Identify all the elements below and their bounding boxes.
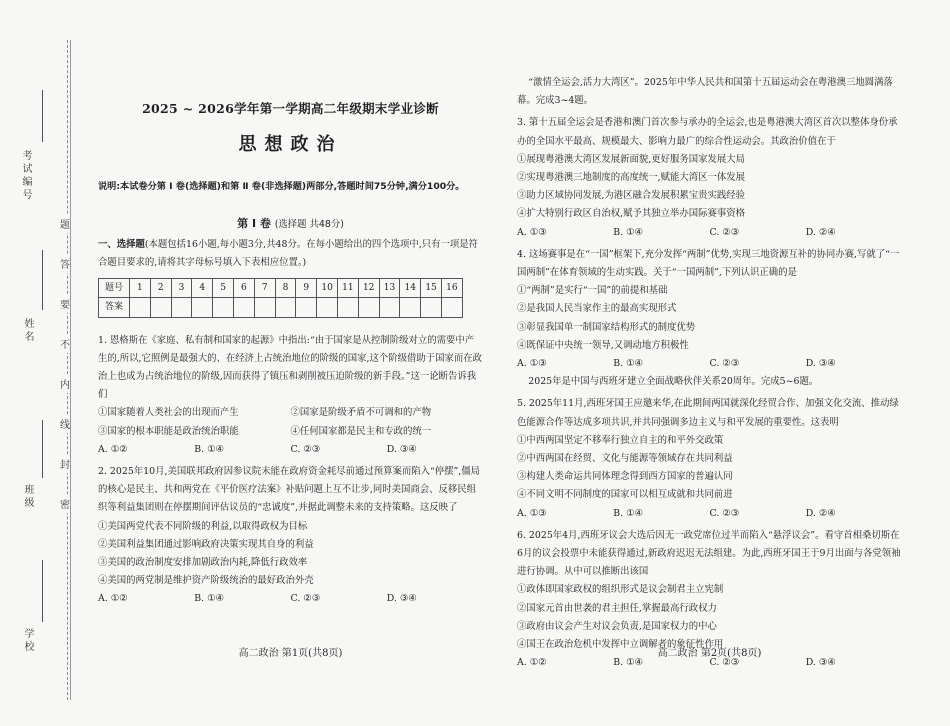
part-title [98, 215, 483, 234]
table-number-cell: 5 [213, 279, 234, 298]
table-number-cell: 3 [171, 279, 192, 298]
option-d: D. ③④ [386, 593, 417, 605]
option-a: A. ①③ [517, 507, 547, 519]
name-line [42, 250, 43, 310]
option-c: C. ②③ [709, 657, 740, 669]
option-b: B. ①④ [613, 226, 643, 238]
question-stem: 3. 第十五届全运会是香港和澳门首次参与承办的全运会,也是粤港澳大湾区首次以整体身份承办的全国水平最高、规模最大、影响力最广的综合性运动会。其政治价值在于 [517, 117, 898, 147]
statement-row [98, 423, 483, 441]
school-label: 学校 [22, 628, 33, 654]
question-5 [517, 395, 902, 522]
statement: ③国家的根本职能是政治统治职能 [98, 425, 239, 437]
answer-cell[interactable] [296, 298, 317, 317]
statement: ③构建人类命运共同体理念得到西方国家的普遍认同 [517, 471, 733, 483]
subject-title: 思想政治 [238, 134, 343, 156]
answer-cell[interactable] [379, 298, 400, 317]
seal-char: 内 [60, 374, 70, 393]
table-number-cell: 8 [275, 279, 296, 298]
option-b: B. ①④ [194, 443, 224, 455]
part-title-sub: (选择题 共48分) [274, 218, 344, 230]
exam-number-line [42, 90, 43, 142]
exam-number-label: 考试编号 [20, 150, 31, 202]
question-3 [517, 114, 902, 241]
option-a: A. ①③ [517, 226, 547, 238]
statement: ②中西两国在经贸、文化与能源等领域存在共同利益 [517, 453, 733, 465]
statement: ④扩大特别行政区自治权,赋予其独立举办国际赛事资格 [517, 208, 745, 220]
statement-row [98, 404, 483, 422]
question-stem: 4. 这场赛事是在“一国”框架下,充分发挥“两制”优势,实现三地资源互补的协同办赛,写就了“一国两制”在体育领域的生动实践。关于“一国两制”,下列认识正确的是 [517, 248, 900, 279]
options-row [517, 505, 902, 523]
question-stem: 1. 恩格斯在《家庭、私有制和国家的起源》中指出:“由于国家是从控制阶级对立的需要中产生的,所以,它照例是最强大的、在经济上占统治地位的阶级的国家,这个阶级借助于国家而在政治上也成为占统治地位的阶级,因而获得了镇压和剥削被压迫阶级的新手段。”这一论断告诉我们 [98, 334, 482, 401]
answer-cell[interactable] [213, 298, 234, 317]
answer-cell[interactable] [150, 298, 171, 317]
question-stem: 2. 2025年10月,美国联邦政府因参议院未能在政府资金耗尽前通过预算案而陷入“停摆”,僵局的核心是民主、共和两党在《平价医疗法案》补贴问题上互不让步,同时美国商会、反移民组织等利益集团则在停摆期间评估议员的“忠诚度”,并据此调整未来的支持策略。这反映了 [98, 466, 481, 514]
option-c: C. ②③ [709, 358, 740, 370]
option-d: D. ②④ [805, 507, 836, 519]
table-number-cell: 2 [150, 279, 171, 298]
section-heading [98, 236, 483, 272]
option-d: D. ②④ [805, 226, 836, 238]
table-number-cell: 1 [130, 279, 151, 298]
class-label: 班级 [22, 484, 33, 510]
statement: ①政体即国家政权的组织形式是议会制君主立宪制 [517, 584, 724, 596]
answer-table-answer-row [99, 298, 463, 317]
statement: ③政府由议会产生对议会负责,是国家权力的中心 [517, 620, 717, 632]
table-number-cell: 16 [441, 279, 462, 298]
seal-char: 封 [60, 454, 70, 473]
answer-cell[interactable] [130, 298, 151, 317]
statement: ①“两制”是实行“一国”的前提和基础 [517, 285, 668, 297]
option-a: A. ①③ [517, 358, 547, 370]
option-c: C. ②③ [709, 507, 740, 519]
statement: ②实现粤港澳三地制度的高度统一,赋能大湾区一体发展 [517, 172, 745, 184]
statement: ①中西两国坚定不移奉行独立自主的和平外交政策 [517, 434, 724, 446]
option-c: C. ②③ [290, 443, 321, 455]
answer-cell[interactable] [358, 298, 379, 317]
answer-cell[interactable] [275, 298, 296, 317]
answer-cell[interactable] [317, 298, 338, 317]
page-2-column [517, 74, 902, 673]
seal-char: 线 [60, 414, 70, 433]
table-number-cell: 15 [421, 279, 442, 298]
answer-cell[interactable] [233, 298, 254, 317]
table-number-cell: 9 [296, 279, 317, 298]
answer-cell[interactable] [171, 298, 192, 317]
school-line [42, 560, 43, 622]
statement: ④国王在政治危机中发挥中立调解者的象征性作用 [517, 639, 724, 651]
table-number-cell: 11 [337, 279, 358, 298]
option-b: B. ①④ [613, 358, 643, 370]
instructions: 说明:本试卷分第 Ⅰ 卷(选择题)和第 Ⅱ 卷(非选择题)两部分,答题时间75分钟,满分100分。 [98, 181, 465, 193]
answer-cell[interactable] [441, 298, 462, 317]
question-2 [98, 463, 483, 609]
question-1 [98, 332, 483, 459]
answer-table [98, 278, 463, 317]
option-b: B. ①④ [613, 507, 643, 519]
section-heading-bold: 一、选择题 [98, 238, 145, 250]
context-intro: “激情全运会,活力大湾区”。2025年中华人民共和国第十五届运动会在粤港澳三地圆满落幕。完成3~4题。 [517, 77, 893, 107]
options-row [517, 224, 902, 242]
option-c: C. ②③ [290, 593, 321, 605]
statement: ①展现粤港澳大湾区发展新面貌,更好服务国家发展大局 [517, 153, 745, 165]
table-number-cell: 12 [358, 279, 379, 298]
option-a: A. ①② [98, 443, 128, 455]
option-b: B. ①④ [194, 593, 224, 605]
statement: ④美国的两党制是维护资产阶级统治的最好政治外壳 [98, 575, 314, 587]
answer-cell[interactable] [337, 298, 358, 317]
statement: ①美国两党代表不同阶级的利益,以取得政权为目标 [98, 520, 308, 532]
option-a: A. ①② [98, 593, 128, 605]
statement: ②是我国人民当家作主的最高实现形式 [517, 303, 677, 315]
statement: ④不同文明不同制度的国家可以相互成就和共同前进 [517, 489, 733, 501]
part-title-main: 第 Ⅰ 卷 [237, 216, 271, 230]
statement: ②国家是阶级矛盾不可调和的产物 [290, 407, 432, 419]
page-1-footer: 高二政治 第1页(共8页) [238, 648, 343, 659]
option-d: D. ③④ [386, 443, 417, 455]
page-2-footer: 高二政治 第2页(共8页) [657, 648, 762, 659]
seal-char: 题 [60, 214, 70, 233]
statement: ④既保证中央统一领导,又调动地方积极性 [517, 339, 689, 351]
answer-cell[interactable] [254, 298, 275, 317]
option-a: A. ①② [517, 657, 547, 669]
option-d: D. ③④ [805, 657, 836, 669]
table-number-cell: 4 [192, 279, 213, 298]
options-row [517, 355, 902, 373]
statement: ③助力区域协同发展,为港区融合发展积累宝贵实践经验 [517, 190, 745, 202]
answer-cell[interactable] [192, 298, 213, 317]
seal-line-solid [70, 40, 71, 700]
seal-char: 不 [60, 334, 70, 353]
statement: ①国家随着人类社会的出现而产生 [98, 407, 239, 419]
options-row [98, 590, 483, 608]
seal-char: 要 [60, 294, 70, 313]
page-1-column [98, 70, 483, 609]
answer-table-number-row [99, 279, 463, 298]
statement: ②美国利益集团通过影响政府决策实现其自身的利益 [98, 538, 314, 550]
exam-title: 2025 ~ 2026学年第一学期高二年级期末学业诊断 [142, 101, 439, 116]
table-number-cell: 10 [317, 279, 338, 298]
question-stem: 6. 2025年4月,西班牙议会大选后因无一政党席位过半而陷入“悬浮议会”。看守首相桑切斯在6月的议会投票中未能获得通过,新政府迟迟无法组建。为此,西班牙国王于9月出面与各党领袖进行协调。从中可以推断出该国 [517, 529, 901, 578]
statement: ③美国的政治制度安排加剧政治内耗,降低行政效率 [98, 557, 308, 569]
section-heading-text: (本题包括16小题,每小题3分,共48分。在每小题给出的四个选项中,只有一项是符合题目要求的,请将其字母标号填入下表相应位置。) [98, 238, 478, 269]
class-line [42, 420, 43, 478]
name-label: 姓名 [22, 318, 33, 344]
table-number-cell: 13 [379, 279, 400, 298]
statement: ②国家元首由世袭的君主担任,掌握最高行政权力 [517, 602, 717, 614]
seal-line-dashed [67, 40, 68, 700]
answer-cell[interactable] [400, 298, 421, 317]
table-number-cell: 6 [233, 279, 254, 298]
options-row [98, 441, 483, 459]
seal-char: 密 [60, 494, 70, 513]
option-c: C. ②③ [709, 226, 740, 238]
statement: ④任何国家都是民主和专政的统一 [290, 425, 432, 437]
question-stem: 5. 2025年11月,西班牙国王应邀来华,在此期间两国就深化经贸合作、加强文化交流、推动绿色能源合作等达成多项共识,并共同强调多边主义与和平发展的重要性。这表明 [517, 398, 899, 428]
option-d: D. ③④ [805, 358, 836, 370]
question-4 [517, 246, 902, 373]
answer-cell[interactable] [421, 298, 442, 317]
table-header-number: 题号 [99, 279, 130, 298]
statement: ③彰显我国单一制国家结构形式的制度优势 [517, 321, 696, 333]
binding-margin [0, 0, 92, 726]
seal-char: 答 [60, 254, 70, 273]
table-number-cell: 14 [400, 279, 421, 298]
option-b: B. ①④ [613, 657, 643, 669]
context-intro: 2025年是中国与西班牙建立全面战略伙伴关系20周年。完成5~6题。 [528, 376, 819, 388]
table-header-answer: 答案 [99, 298, 130, 317]
table-number-cell: 7 [254, 279, 275, 298]
